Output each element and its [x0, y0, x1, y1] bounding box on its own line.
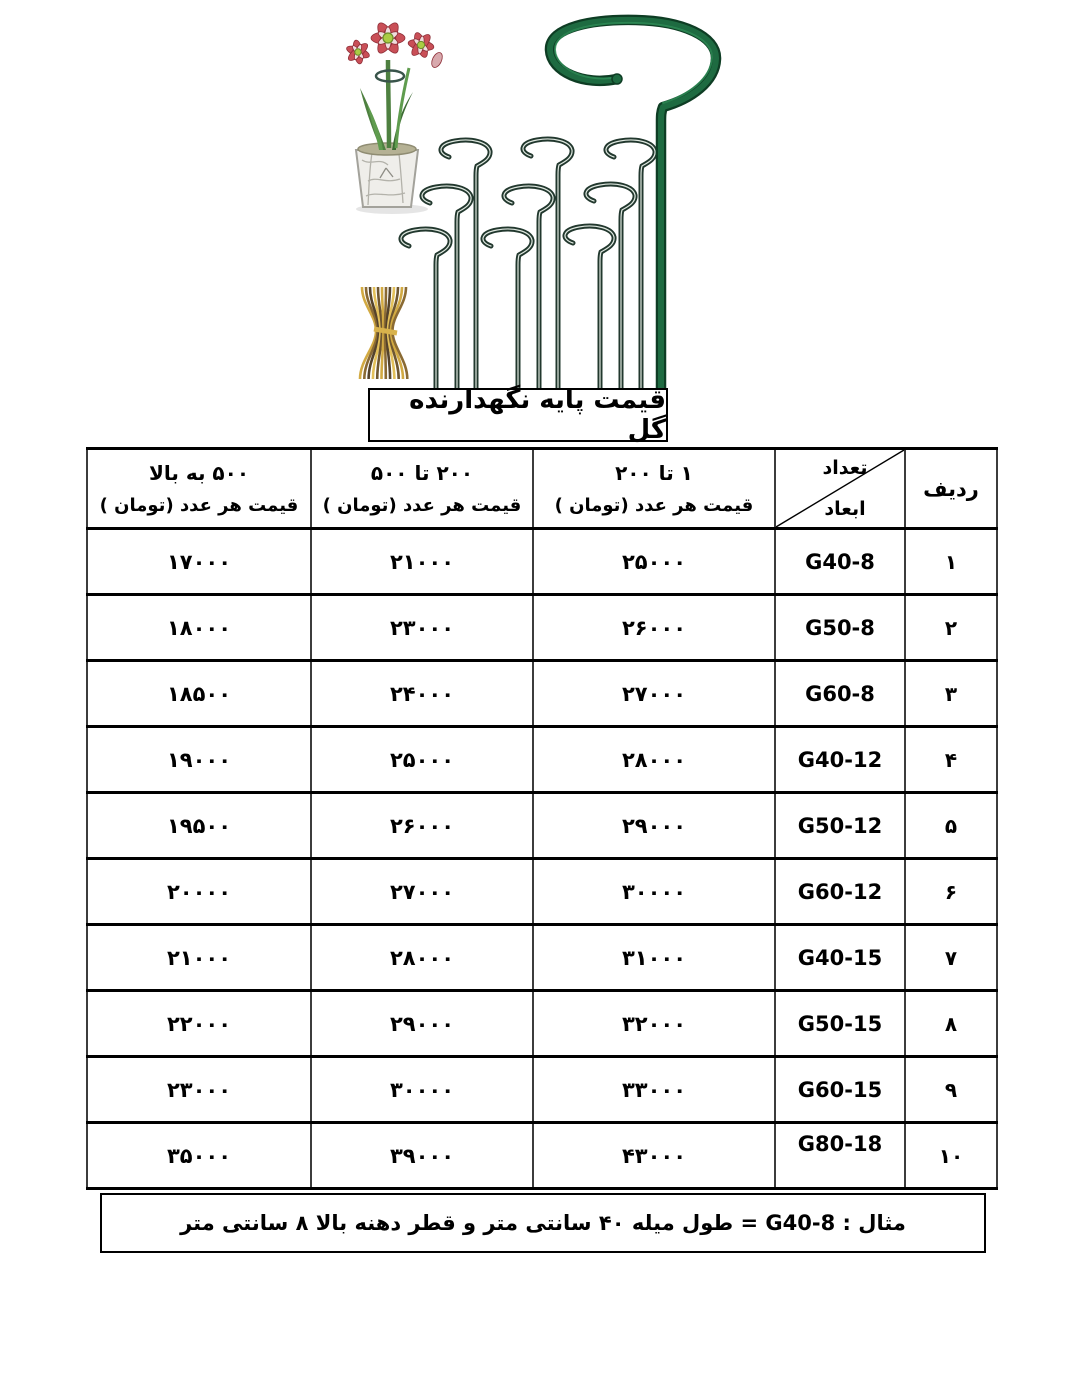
table-row	[87, 1057, 997, 1123]
product-photo-collage	[280, 0, 780, 400]
model-cell: G40-8	[775, 529, 905, 595]
col-header-tier-500-plus	[87, 449, 311, 529]
row-number-cell: ۳	[905, 661, 997, 727]
price-cell-tier3: ۲۱۰۰۰	[87, 925, 311, 991]
tier-range: ۲۰۰ تا ۵۰۰	[370, 461, 474, 485]
price-cell-tier2: ۲۶۰۰۰	[311, 793, 533, 859]
table-row	[87, 661, 997, 727]
price-cell-tier1: ۲۶۰۰۰	[533, 595, 775, 661]
row-number-cell: ۷	[905, 925, 997, 991]
model-cell: G50-15	[775, 991, 905, 1057]
price-cell-tier2: ۲۴۰۰۰	[311, 661, 533, 727]
price-cell-tier2: ۲۵۰۰۰	[311, 727, 533, 793]
row-number-cell: ۵	[905, 793, 997, 859]
table-header-row	[87, 449, 997, 529]
table-row	[87, 991, 997, 1057]
row-number-cell: ۱۰	[905, 1123, 997, 1189]
price-cell-tier2: ۳۰۰۰۰	[311, 1057, 533, 1123]
price-cell-tier1: ۳۱۰۰۰	[533, 925, 775, 991]
price-cell-tier2: ۲۹۰۰۰	[311, 991, 533, 1057]
table-row	[87, 859, 997, 925]
col-header-tier-200-500	[311, 449, 533, 529]
price-cell-tier1: ۲۷۰۰۰	[533, 661, 775, 727]
model-cell: G60-15	[775, 1057, 905, 1123]
tier-range: ۵۰۰ به بالا	[148, 461, 250, 485]
table-row	[87, 925, 997, 991]
price-cell-tier3: ۱۹۵۰۰	[87, 793, 311, 859]
price-cell-tier3: ۲۰۰۰۰	[87, 859, 311, 925]
price-cell-tier2: ۲۷۰۰۰	[311, 859, 533, 925]
row-number-cell: ۹	[905, 1057, 997, 1123]
model-cell: G60-12	[775, 859, 905, 925]
model-cell: G50-12	[775, 793, 905, 859]
row-number-cell: ۶	[905, 859, 997, 925]
col-header-qty-dimensions	[775, 449, 905, 529]
col-header-tier-1-200	[533, 449, 775, 529]
table-row	[87, 793, 997, 859]
price-cell-tier2: ۳۹۰۰۰	[311, 1123, 533, 1189]
price-cell-tier3: ۳۵۰۰۰	[87, 1123, 311, 1189]
price-cell-tier3: ۲۳۰۰۰	[87, 1057, 311, 1123]
price-cell-tier3: ۱۸۵۰۰	[87, 661, 311, 727]
model-cell: G80-18	[775, 1123, 905, 1189]
model-cell: G50-8	[775, 595, 905, 661]
model-cell: G40-15	[775, 925, 905, 991]
diag-label-dimensions: ابعاد	[824, 498, 866, 520]
price-cell-tier1: ۳۰۰۰۰	[533, 859, 775, 925]
row-number-cell: ۱	[905, 529, 997, 595]
tier-unit-price-label: قیمت هر عدد (تومان )	[322, 495, 522, 516]
small-stakes-image	[401, 139, 655, 390]
price-cell-tier3: ۱۷۰۰۰	[87, 529, 311, 595]
price-cell-tier2: ۲۱۰۰۰	[311, 529, 533, 595]
price-cell-tier1: ۴۳۰۰۰	[533, 1123, 775, 1189]
price-table	[86, 447, 998, 1190]
price-cell-tier1: ۳۳۰۰۰	[533, 1057, 775, 1123]
diag-label-quantity: تعداد	[822, 457, 868, 479]
col-header-row-number: ردیف	[905, 449, 997, 529]
tier-range: ۱ تا ۲۰۰	[615, 461, 693, 485]
model-cell: G40-12	[775, 727, 905, 793]
price-cell-tier3: ۲۲۰۰۰	[87, 991, 311, 1057]
tier-unit-price-label: قیمت هر عدد (تومان )	[554, 495, 754, 516]
price-cell-tier3: ۱۹۰۰۰	[87, 727, 311, 793]
table-row	[87, 727, 997, 793]
price-cell-tier1: ۲۹۰۰۰	[533, 793, 775, 859]
price-cell-tier1: ۲۵۰۰۰	[533, 529, 775, 595]
flower-pot-image	[345, 20, 444, 214]
price-cell-tier2: ۲۳۰۰۰	[311, 595, 533, 661]
tier-unit-price-label: قیمت هر عدد (تومان )	[99, 495, 299, 516]
table-row	[87, 529, 997, 595]
row-number-cell: ۸	[905, 991, 997, 1057]
page-title: قیمت پایه نگهدارنده گل	[368, 388, 668, 442]
price-cell-tier1: ۲۸۰۰۰	[533, 727, 775, 793]
row-number-cell: ۲	[905, 595, 997, 661]
table-row	[87, 595, 997, 661]
model-cell: G60-8	[775, 661, 905, 727]
example-note: مثال : G40-8 = طول میله ۴۰ سانتی متر و قطر دهنه بالا ۸ سانتی متر	[100, 1193, 986, 1253]
bamboo-bundle-image	[360, 287, 407, 379]
table-row	[87, 1123, 997, 1189]
price-cell-tier1: ۳۲۰۰۰	[533, 991, 775, 1057]
price-cell-tier3: ۱۸۰۰۰	[87, 595, 311, 661]
price-cell-tier2: ۲۸۰۰۰	[311, 925, 533, 991]
row-number-cell: ۴	[905, 727, 997, 793]
